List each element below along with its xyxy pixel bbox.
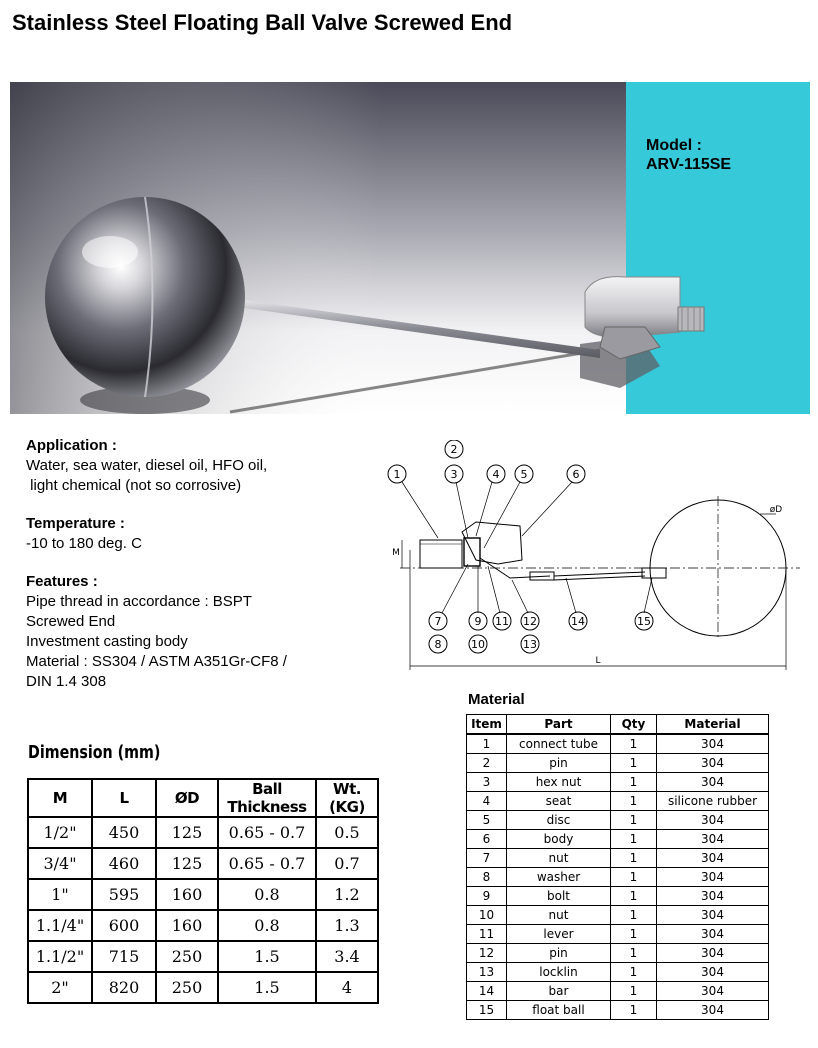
column-header: Item	[467, 715, 507, 735]
table-cell: 13	[467, 963, 507, 982]
table-cell: bar	[507, 982, 611, 1001]
table-row	[467, 868, 769, 887]
application-heading: Application :	[26, 437, 117, 454]
callout-15: 15	[637, 615, 651, 628]
table-cell: 4	[316, 972, 378, 1003]
table-cell: 1	[611, 925, 657, 944]
table-row	[467, 906, 769, 925]
callout-11: 11	[495, 615, 509, 628]
table-cell: 8	[467, 868, 507, 887]
table-row	[467, 1001, 769, 1020]
table-cell: nut	[507, 906, 611, 925]
table-cell: 1.1/2"	[28, 941, 92, 972]
table-row	[467, 734, 769, 754]
column-header: L	[92, 779, 156, 817]
table-cell: 460	[92, 848, 156, 879]
table-cell: 1	[467, 734, 507, 754]
material-title: Material	[468, 691, 525, 708]
table-cell: 0.65 - 0.7	[218, 848, 316, 879]
callout-8: 8	[434, 638, 442, 651]
features-line: DIN 1.4 308	[26, 673, 107, 690]
table-cell: disc	[507, 811, 611, 830]
callout-14: 14	[571, 615, 585, 628]
table-cell: 160	[156, 879, 218, 910]
table-row	[467, 887, 769, 906]
table-cell: 1	[611, 811, 657, 830]
dimension-title: Dimension (mm)	[28, 742, 161, 763]
table-cell: pin	[507, 944, 611, 963]
table-cell: 2"	[28, 972, 92, 1003]
table-row	[28, 972, 378, 1003]
table-cell: 0.65 - 0.7	[218, 817, 316, 848]
table-cell: 3/4"	[28, 848, 92, 879]
table-cell: 1.3	[316, 910, 378, 941]
table-cell: 3	[467, 773, 507, 792]
table-cell: 1.5	[218, 972, 316, 1003]
model-label: Model :	[646, 137, 702, 154]
model-info	[646, 136, 731, 174]
table-cell: 1	[611, 1001, 657, 1020]
table-row	[28, 817, 378, 848]
callout-10: 10	[471, 638, 485, 651]
table-cell: 1.5	[218, 941, 316, 972]
table-cell: 14	[467, 982, 507, 1001]
table-cell: 1/2"	[28, 817, 92, 848]
table-cell: 1	[611, 906, 657, 925]
table-cell: 125	[156, 817, 218, 848]
features-heading: Features :	[26, 573, 98, 590]
column-header: Ball Thickness	[218, 779, 316, 817]
features-line: Investment casting body	[26, 633, 188, 650]
table-cell: 1	[611, 754, 657, 773]
table-cell: lever	[507, 925, 611, 944]
table-cell: 3.4	[316, 941, 378, 972]
features-line: Screwed End	[26, 613, 116, 630]
dimension-label-m: M	[392, 548, 400, 558]
technical-drawing	[380, 440, 810, 680]
callout-4: 4	[492, 468, 500, 481]
callout-6: 6	[572, 468, 580, 481]
table-cell: 304	[657, 887, 769, 906]
table-cell: 304	[657, 982, 769, 1001]
column-header: ØD	[156, 779, 218, 817]
table-cell: 0.7	[316, 848, 378, 879]
table-row	[467, 792, 769, 811]
table-cell: 250	[156, 941, 218, 972]
table-row	[467, 773, 769, 792]
table-cell: 1.1/4"	[28, 910, 92, 941]
table-cell: 715	[92, 941, 156, 972]
table-cell: connect tube	[507, 734, 611, 754]
temperature-heading: Temperature :	[26, 515, 125, 532]
callout-3: 3	[450, 468, 458, 481]
table-cell: 2	[467, 754, 507, 773]
table-cell: 1	[611, 849, 657, 868]
application-line: light chemical (not so corrosive)	[26, 477, 242, 494]
callout-13: 13	[523, 638, 537, 651]
table-cell: seat	[507, 792, 611, 811]
table-row	[467, 982, 769, 1001]
table-cell: 1	[611, 773, 657, 792]
table-cell: float ball	[507, 1001, 611, 1020]
table-cell: 1	[611, 792, 657, 811]
table-cell: 1"	[28, 879, 92, 910]
table-cell: locklin	[507, 963, 611, 982]
callout-5: 5	[520, 468, 528, 481]
application-line: Water, sea water, diesel oil, HFO oil,	[26, 457, 268, 474]
table-header-row	[28, 779, 378, 817]
table-cell: 1	[611, 887, 657, 906]
table-cell: 160	[156, 910, 218, 941]
table-cell: 1	[611, 982, 657, 1001]
table-row	[467, 963, 769, 982]
page-title: Stainless Steel Floating Ball Valve Screwed End	[12, 10, 513, 35]
table-cell: pin	[507, 754, 611, 773]
table-cell: 0.8	[218, 879, 316, 910]
table-row	[467, 754, 769, 773]
table-cell: 125	[156, 848, 218, 879]
table-row	[28, 910, 378, 941]
material-table	[466, 714, 769, 1020]
callout-7: 7	[434, 615, 442, 628]
table-cell: nut	[507, 849, 611, 868]
table-cell: 5	[467, 811, 507, 830]
table-cell: washer	[507, 868, 611, 887]
table-row	[28, 879, 378, 910]
table-cell: 10	[467, 906, 507, 925]
table-cell: 1.2	[316, 879, 378, 910]
dimension-label-l: L	[595, 656, 601, 666]
temperature-value: -10 to 180 deg. C	[26, 535, 142, 552]
table-cell: 304	[657, 906, 769, 925]
table-cell: 304	[657, 963, 769, 982]
table-cell: 304	[657, 1001, 769, 1020]
product-photo	[10, 82, 810, 414]
table-row	[28, 848, 378, 879]
callout-12: 12	[523, 615, 537, 628]
table-cell: 4	[467, 792, 507, 811]
table-cell: 595	[92, 879, 156, 910]
column-header: Part	[507, 715, 611, 735]
features-line: Material : SS304 / ASTM A351Gr-CF8 /	[26, 653, 287, 670]
table-cell: 304	[657, 868, 769, 887]
table-cell: 304	[657, 773, 769, 792]
table-cell: hex nut	[507, 773, 611, 792]
table-cell: 304	[657, 830, 769, 849]
column-header: Material	[657, 715, 769, 735]
table-cell: 304	[657, 944, 769, 963]
dimension-table	[27, 778, 379, 1004]
callout-2: 2	[450, 443, 458, 456]
column-header: Qty	[611, 715, 657, 735]
table-row	[467, 925, 769, 944]
table-cell: 1	[611, 944, 657, 963]
table-cell: 0.8	[218, 910, 316, 941]
table-cell: bolt	[507, 887, 611, 906]
model-number: ARV-115SE	[646, 156, 732, 173]
spec-info	[26, 436, 366, 692]
table-cell: 11	[467, 925, 507, 944]
table-cell: 1	[611, 830, 657, 849]
table-header-row	[467, 715, 769, 735]
table-row	[28, 941, 378, 972]
column-header: M	[28, 779, 92, 817]
features-line: Pipe thread in accordance : BSPT	[26, 593, 252, 610]
table-cell: 820	[92, 972, 156, 1003]
table-cell: body	[507, 830, 611, 849]
callout-1: 1	[393, 468, 401, 481]
table-cell: 12	[467, 944, 507, 963]
table-cell: 600	[92, 910, 156, 941]
table-row	[467, 830, 769, 849]
column-header: Wt.(KG)	[316, 779, 378, 817]
table-cell: silicone rubber	[657, 792, 769, 811]
table-cell: 450	[92, 817, 156, 848]
table-cell: 0.5	[316, 817, 378, 848]
table-cell: 250	[156, 972, 218, 1003]
table-cell: 304	[657, 811, 769, 830]
table-cell: 304	[657, 734, 769, 754]
table-cell: 304	[657, 754, 769, 773]
table-cell: 9	[467, 887, 507, 906]
table-cell: 7	[467, 849, 507, 868]
table-cell: 304	[657, 925, 769, 944]
dimension-label-d: øD	[769, 505, 783, 515]
table-row	[467, 849, 769, 868]
table-cell: 15	[467, 1001, 507, 1020]
table-cell: 6	[467, 830, 507, 849]
table-cell: 1	[611, 963, 657, 982]
table-cell: 1	[611, 734, 657, 754]
callout-9: 9	[474, 615, 482, 628]
table-cell: 1	[611, 868, 657, 887]
table-row	[467, 944, 769, 963]
table-row	[467, 811, 769, 830]
table-cell: 304	[657, 849, 769, 868]
